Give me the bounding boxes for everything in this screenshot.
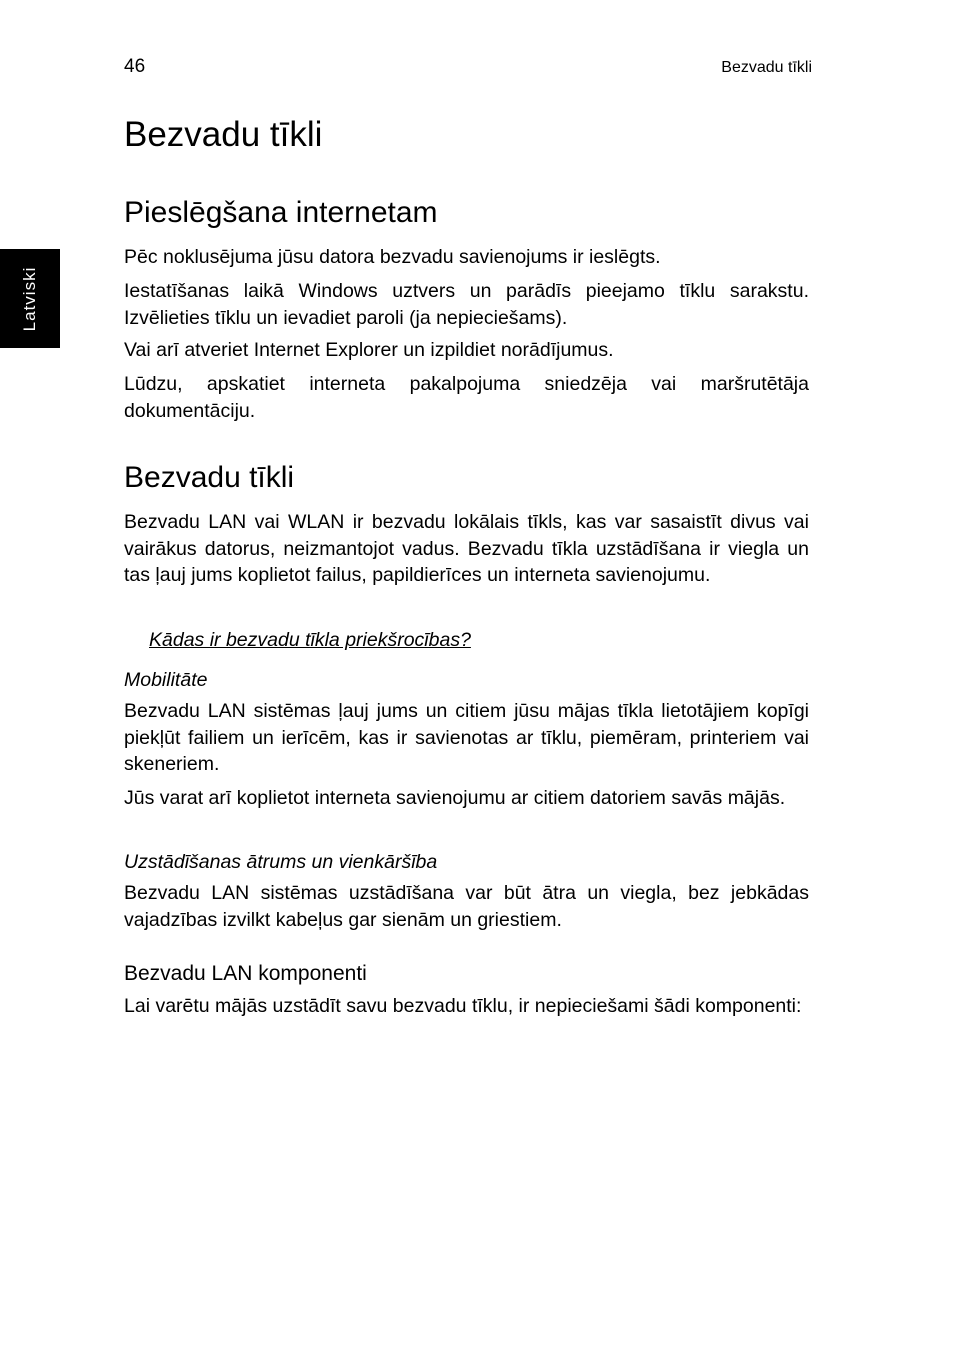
paragraph: Bezvadu LAN vai WLAN ir bezvadu lokālais tīkls, kas var sasaistīt divus vai vairākus datorus, neizmantojot vadus. Bezvadu tīkla uzstādīšana ir viegla un tas ļauj jums koplietot failus, papildierīces un interneta savienojumu.: [124, 511, 809, 586]
paragraph: Vai arī atveriet Internet Explorer un izpildiet norādījumus.: [124, 339, 614, 361]
paragraph: Pēc noklusējuma jūsu datora bezvadu savienojums ir ieslēgts.: [124, 246, 661, 268]
subheading-mobility: Mobilitāte: [124, 669, 208, 691]
running-header: Bezvadu tīkli: [721, 59, 812, 76]
paragraph: Lūdzu, apskatiet interneta pakalpojuma sniedzēja vai maršrutētāja dokumentāciju.: [124, 373, 809, 422]
paragraph: Lai varētu mājās uzstādīt savu bezvadu tīklu, ir nepieciešami šādi komponenti:: [124, 995, 802, 1017]
paragraph: Iestatīšanas laikā Windows uztvers un parādīs pieejamo tīklu sarakstu. Izvēlieties tīklu un ievadiet paroli (ja nepieciešams).: [124, 280, 809, 329]
subheading-setup: Uzstādīšanas ātrums un vienkāršība: [124, 851, 438, 873]
paragraph: Bezvadu LAN sistēmas ļauj jums un citiem jūsu mājas tīkla lietotājiem kopīgi piekļūt failiem un ierīcēm, kas ir savienotas ar tīklu, piemēram, printeriem vai skeneriem.: [124, 700, 809, 775]
page-number: 46: [124, 56, 146, 77]
section-heading-wireless: Bezvadu tīkli: [124, 461, 295, 494]
language-tab-label: Latviski: [20, 266, 39, 332]
language-side-tab: [0, 249, 60, 348]
paragraph: Bezvadu LAN sistēmas uzstādīšana var būt ātra un viegla, bez jebkādas vajadzības izvilkt kabeļus gar sienām un griestiem.: [124, 882, 809, 931]
paragraph: Jūs varat arī koplietot interneta savienojumu ar citiem datoriem savās mājās.: [124, 787, 786, 809]
benefits-link[interactable]: Kādas ir bezvadu tīkla priekšrocības?: [149, 629, 471, 651]
page-title: Bezvadu tīkli: [124, 115, 323, 154]
section-heading-internet: Pieslēgšana internetam: [124, 196, 438, 229]
subheading-components: Bezvadu LAN komponenti: [124, 962, 367, 985]
